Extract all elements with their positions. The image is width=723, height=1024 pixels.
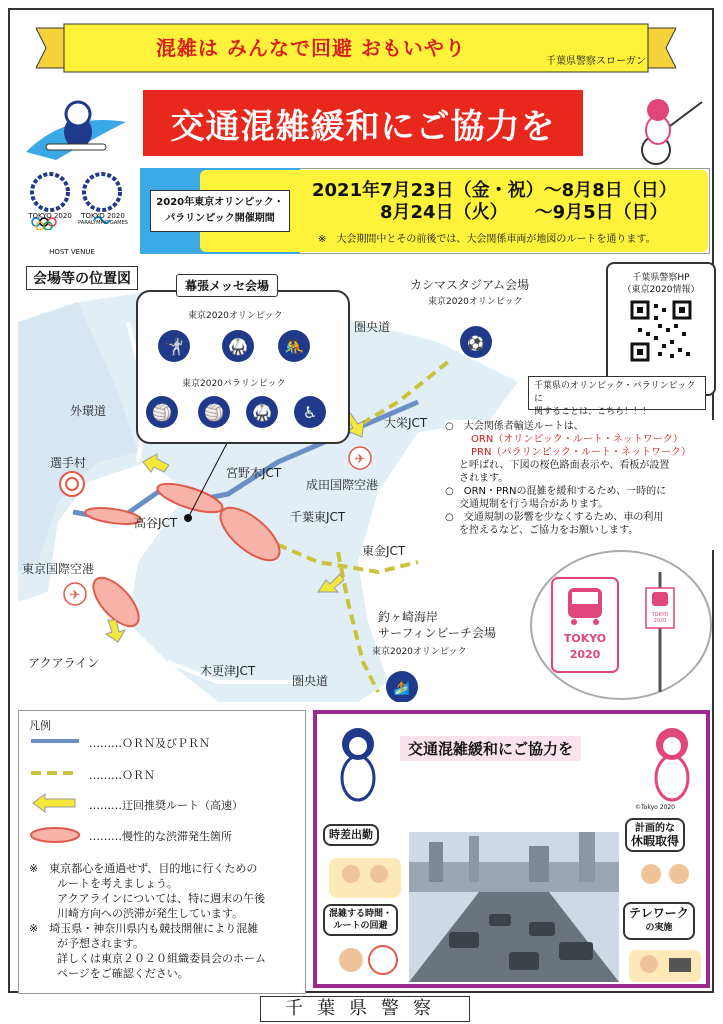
footer-chiba-police: 千葉県警察 — [260, 996, 470, 1022]
route-info-p3-2: を控えるなど、ご協力をお願いします。 — [459, 525, 639, 536]
period-dates-line1: 2021年7月23日（金・祝）～8月8日（日） — [312, 180, 677, 201]
tag-avoid-line2: ルートの回避 — [333, 921, 388, 931]
svg-text:✈: ✈ — [69, 588, 81, 603]
road-marking-graphic — [532, 552, 710, 698]
legend-item-detour: ………迂回推奨ルート（高速） — [89, 799, 243, 812]
legend — [18, 710, 306, 994]
tag-planned-leave — [625, 818, 685, 852]
staggered-commute-illustration — [329, 848, 401, 898]
qr-callout — [528, 376, 706, 417]
slogan-text: 混雑は みんなで回避 おもいやり — [156, 36, 466, 60]
tag-telework-line1: テレワーク — [629, 906, 689, 920]
legend-note4a: 詳しくは東京２０２０組織委員会のホーム — [57, 952, 266, 965]
label-ken-o-do-north: 圏央道 — [354, 320, 391, 334]
callout-line2: 関することは、こちら！！！ — [534, 407, 652, 417]
period-dates — [312, 180, 677, 224]
tag-telework — [623, 902, 695, 940]
legend-note4b: ページをご確認ください。 — [57, 967, 189, 980]
legend-note2b: 川崎方向への渋滞が発生しています。 — [57, 907, 244, 920]
goalball-pictogram-icon: 🏐 — [146, 396, 178, 428]
label-kisarazu-jct: 木更津JCT — [200, 664, 256, 678]
label-gaikando: 外環道 — [70, 404, 107, 418]
label-ken-o-do-south: 圏央道 — [292, 674, 329, 688]
route-info-p1-end2: されます。 — [459, 473, 509, 484]
slogan-banner — [36, 22, 676, 74]
road-sign-illustration — [530, 550, 712, 700]
label-athletes-village: 選手村 — [50, 456, 87, 470]
period-label-line1: 2020年東京オリンピック・ — [156, 197, 284, 208]
legend-symbols — [27, 731, 87, 843]
svg-text:🏄: 🏄 — [393, 681, 411, 696]
planned-leave-illustration — [629, 854, 701, 894]
legend-note2a: アクアラインについては、特に週末の午後 — [57, 892, 266, 905]
label-kashima-sub: 東京2020オリンピック — [428, 297, 523, 307]
legend-note3b: が予想されます。 — [57, 937, 145, 950]
makuhari-paralympic-sub: 東京2020パラリンピック — [182, 379, 286, 389]
sign-text1: TOKYO — [563, 632, 607, 645]
route-info-p1: ○ 大会関係者輸送ルートは、 — [445, 421, 584, 432]
coop-copyright: ©Tokyo 2020 — [635, 804, 675, 811]
route-info-orn: ORN（オリンピック・ルート・ネットワーク） — [471, 434, 683, 445]
wrestling-pictogram-icon: 🤼 — [278, 330, 310, 362]
label-tokane-jct: 東金JCT — [362, 544, 406, 558]
headline: 交通混雑緩和にご協力を — [143, 90, 583, 156]
period-note: ※ 大会期間中とその前後では、大会関係車両が地図のルートを通ります。 — [318, 234, 656, 245]
legend-item-congestion: ………慢性的な渋滞発生箇所 — [89, 830, 232, 843]
qr-line1: 千葉県警察HP — [632, 273, 690, 283]
route-info-p2-1: ○ ORN・PRNの混雑を緩和するため、一時的に — [445, 486, 667, 497]
tag-planned-line1: 計画的な — [635, 823, 675, 834]
label-chiba-higashi-jct: 千葉東JCT — [290, 510, 346, 524]
sign-text2: 2020 — [569, 648, 601, 661]
route-info-p3-1: ○ 交通規制の影響を少なくするため、車の利用 — [445, 512, 664, 523]
route-info-prn: PRN（パラリンピック・ルート・ネットワーク） — [471, 447, 692, 458]
map-title: 会場等の位置図 — [26, 266, 138, 290]
telework-illustration — [629, 940, 701, 982]
slogan-source: 千葉県警察スローガン — [546, 56, 646, 67]
legend-item-orn: ………ＯＲＮ — [89, 769, 155, 782]
avoid-congestion-illustration — [331, 938, 401, 982]
label-miyanogi-jct: 宮野木JCT — [226, 466, 282, 480]
callout-line1: 千葉県のオリンピック・パラリンピックに — [534, 381, 696, 404]
route-info-p2-2: 交通規制を行う場合があります。 — [459, 499, 609, 510]
tag-planned-line2: 休暇取得 — [631, 834, 680, 848]
legend-note1a: ※ 東京都心を通過せず、目的地に行くための — [29, 862, 258, 875]
legend-item-orn-prn: ………ＯＲＮ及びＰＲＮ — [89, 737, 210, 750]
tag-avoid-congestion — [323, 904, 398, 936]
mascot-miraitowa-surfing — [26, 92, 130, 162]
fencing-pictogram-icon: 🤺 — [158, 330, 190, 362]
legend-note3a: ※ 埼玉県・神奈川県内も競技開催により混雑 — [29, 922, 259, 935]
sign-small: TOKYO 2020 — [651, 612, 669, 624]
label-ohsakae-jct: 大栄JCT — [384, 416, 428, 430]
makuhari-venue-title: 幕張メッセ会場 — [176, 274, 278, 297]
tag-avoid-line1: 混雑する時間・ — [329, 909, 393, 919]
period-label-line2: パラリンピック開催期間 — [165, 213, 275, 224]
route-info — [445, 420, 715, 550]
tag-telework-line2: の実施 — [645, 923, 673, 933]
makuhari-venue-box — [136, 290, 350, 444]
svg-text:✈: ✈ — [354, 452, 366, 467]
olympic-label: TOKYO 2020 — [28, 212, 72, 220]
label-narita-airport: 成田国際空港 — [306, 478, 379, 492]
legend-title: 凡例 — [29, 719, 51, 732]
paralympic-sub: PARALYMPIC GAMES — [78, 220, 128, 226]
tokyo2020-logos — [22, 168, 132, 258]
route-info-p1-end1: と呼ばれ、下図の桜色路面表示や、看板が設置 — [459, 460, 670, 471]
label-kashima: カシマスタジアム会場 — [410, 278, 530, 292]
tag-staggered-commute: 時差出勤 — [323, 824, 379, 846]
period-label — [150, 190, 290, 232]
qr-line2: （東京2020情報） — [622, 285, 700, 295]
label-ichinomiya-1: 釣ヶ崎海岸 — [378, 610, 439, 624]
sitting-volleyball-pictogram-icon: 🏐 — [198, 396, 230, 428]
label-takaya-jct: 高谷JCT — [134, 516, 178, 530]
period-dates-line2: 8月24日（火） ～9月5日（日） — [380, 202, 668, 223]
makuhari-olympic-sub: 東京2020オリンピック — [188, 311, 283, 321]
highway-photo — [409, 832, 619, 982]
label-aqualine: アクアライン — [28, 656, 100, 670]
label-ichinomiya-2: サーフィンビーチ会場 — [378, 626, 496, 640]
taekwondo-pictogram-icon: 🥋 — [222, 330, 254, 362]
mascot-miraitowa-icon — [323, 722, 393, 806]
mascot-someity-icon — [637, 722, 707, 806]
legend-note1b: ルートを考えましょう。 — [57, 877, 178, 890]
paralympic-label: TOKYO 2020 — [81, 212, 125, 220]
svg-text:⚽: ⚽ — [467, 336, 485, 352]
wheelchair-fencing-pictogram-icon: ♿ — [294, 396, 326, 428]
label-haneda: 東京国際空港 — [22, 562, 95, 576]
mascot-someity-fencing — [616, 92, 706, 168]
label-ichinomiya-sub: 東京2020オリンピック — [372, 647, 467, 657]
qr-code-icon — [630, 300, 692, 362]
para-taekwondo-pictogram-icon: 🥋 — [246, 396, 278, 428]
coop-title: 交通混雑緩和にご協力を — [400, 736, 581, 761]
host-venue-label: HOST VENUE — [49, 248, 95, 256]
